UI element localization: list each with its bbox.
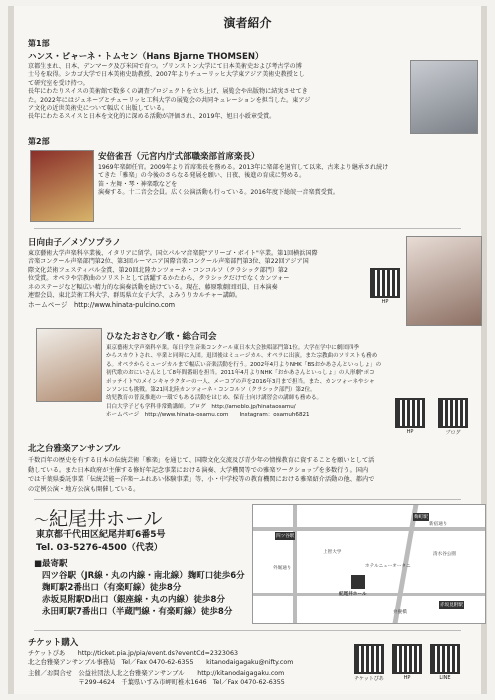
station-heading: ■最寄駅 <box>34 559 68 569</box>
performer1-name: 日向由子／メゾソプラノ <box>28 238 121 248</box>
line-qr-code[interactable] <box>430 644 460 674</box>
performer2-bio: 東京藝術大学声楽科卒業。毎日学生音楽コンクール東日本大会独唱部門第1位。大学在学中に劇団四季 からスカウトされ、卒業と同時に入団。退団後はミュージカル、オペラに出演。また宗教曲のソリストも務め る。オペラからミュージカルまで幅広い音楽活動を行う。2002年4月よりNHK「BSおかあさんといっしょ」の 初代歌のおにいさんとして8年間番組を担当。2011年4月よりNHK「おかあさんといっしょ」の人形劇"ポコ ポッテイト"のメインキャラクターの一人、メーコブの声を2016年3月まで担当。また、カンツォーネやシャ ンソンにも挑戦。第21回北陸カンツォーネ・コンコルソ（クラシック部門）第2位。 幼児教育の普及推進の一環でもある活動をはじめ、保育士向け講習会の講師も務める。 目白大学子ども学科非常勤講師。ブログ http://ameblo.jp/hinataosamu/ ホームページ http://www.hinata-osamu.com Instagram：osamuh6821 <box>106 345 382 419</box>
divider <box>34 228 461 229</box>
abe-photo <box>30 150 94 222</box>
ensemble-hp-qr-code[interactable] <box>392 644 422 674</box>
organizer-info: 主催／お問合せ 公益社団法人北之台雅楽アンサンブル http://kitanodaigagaku.com 〒299-4624 千葉県いすみ市岬町椎木1646 Tel／Fax 0470-62-6355 <box>28 670 285 686</box>
page-title: 演者紹介 <box>223 16 272 30</box>
part1-name: ハンス・ビャーネ・トムセン（Hans Bjarne THOMSEN） <box>28 52 264 62</box>
ticket-heading: チケット購入 <box>28 638 79 648</box>
access-map: 四ツ谷駅 紀尾井ホール 上智大学 ホテルニューオータニ 赤坂見附駅 麹町駅 新宿通り 外堀通り 弁慶橋 清水谷公園 <box>252 504 486 624</box>
ensemble-bio: 千数百年の歴史を有する日本の伝統芸術「雅楽」を通じて、国際文化交流及び青少年の情操教育に資することを願いとして活 動している。また日本政府が主催する修好年記念事業における演奏、大学機関等での雅楽ワークショップを多数行う。国内 では千葉県委託事業「伝統芸能〜洋楽〜ふれあい体験事業」等、小・中学校等の教育機関における雅楽紹介活動の他、都内で の定例公演・地方公演も開催している。 <box>28 457 375 493</box>
station-2: 麹町駅2番出口（有楽町線）徒歩8分 <box>42 583 182 593</box>
station-3: 赤坂見附駅D出口（銀座線・丸の内線）徒歩8分 <box>42 595 225 605</box>
venue-logo: 〜紀尾井ホール <box>34 508 163 530</box>
page-frame: 演者紹介 第1部 ハンス・ビャーネ・トムセン（Hans Bjarne THOMSEN） 京都生まれ、日本、デンマーク及び米国で育つ。プリンストン大学にて日本美術史および考古学の博 士号を取得。シカゴ大学で日本美術史助教授、2007年よりチューリッヒ大学東アジア美術史教授とし て研究室を受け持つ。 長年にわたりスイスの美術館で数多くの調査プロジェクトを立ち上げ、展覧会や出版物に結実させてき た。2022年にはジュネーブとチューリッヒ工科大学の展覧会の共同キュレーションを担当した。東アジ ア文化の近世美術史について幅広く出版している。 長年にわたるスイスと日本を文化的に深める活動が評価され、2019年、旭日小綬章受賞。 第2部 安倍雀吾（元宮内庁式部職楽部首席楽長） 1969年楽師任官。2009年より首席楽長を務める。2013年に楽部を退官して以来、古来より継承され続け てきた「雅楽」の今後のさらなる発展を願い、日夜、後進の育成に努める。 笛・左舞・琴・神楽歌などを 演奏する。十二音会会員。広く公演活動も行っている。2016年度下総皖一音楽賞受賞。 日向由子／メゾソプラノ 東京藝術大学声楽科卒業後、イタリアに留学。国立パルマ音楽院"アリーゴ・ボイト"卒業。第1回横浜国際 音楽コンクール声楽部門第2位、第3回ルーマニア国際音楽コンクール声楽部門第3位、第22回アジア国 際文化芸術フェスティバル金賞、第20回北陸カンツォーネ・コンコルソ（クラシック部門）第2 位受賞。オペラや宗教曲のソリストとして活躍するかたわら、クラシックだけでなくカンツォー ネのステージなど幅広い精力的な演奏活動を続けている。現在、藤原歌劇団団員、日本演奏 連盟会員、東北芸術工科大学、群馬県立女子大学、よみうりカルチャー講師。 ホームページ http://www.hinata-pulcino.com HP ひなたおさむ／歌・総合司会 東京藝術大学声楽科卒業。毎日学生音楽コンクール東日本大会独唱部門第1位。大学在学中に劇団四季 からスカウトされ、卒業と同時に入団。退団後はミュージカル、オペラに出演。また宗教曲のソリストも務め る。オペラからミュージカルまで幅広い音楽活動を行う。2002年4月よりNHK「BSおかあさんといっしょ」の 初代歌のおにいさんとして8年間番組を担当。2011年4月よりNHK「おかあさんといっしょ」の人形劇"ポコ ポッテイト"のメインキャラクターの一人、メーコブの声を2016年3月まで担当。また、カンツォーネやシャ ンソンにも挑戦。第21回北陸カンツォーネ・コンコルソ（クラシック部門）第2位。 幼児教育の普及推進の一環でもある活動をはじめ、保育士向け講習会の講師も務める。 目白大学子ども学科非常勤講師。ブログ http://ameblo.jp/hinataosamu/ ホームページ http://www.hinata-osamu.com Instagram：osamuh6821 HP ブログ 北之台雅楽アンサンブル 千数百年の歴史を有する日本の伝統芸術「雅楽」を通じて、国際文化交流及び青少年の情操教育に資することを願いとして活 動している。また日本政府が主催する修好年記念事業における演奏、大学機関等での雅楽ワークショップを多数行う。国内 では千葉県委託事業「伝統芸能〜洋楽〜ふれあい体験事業」等、小・中学校等の教育機関における雅楽紹介活動の他、都内で の定例公演・地方公演も開催している。 〜紀尾井ホール 東京都千代田区紀尾井町6番5号 Tel. 03-5276-4500（代表） ■最寄駅 四ツ谷駅（JR線・丸の内線・南北線）麹町口徒歩6分 麹町駅2番出口（有楽町線）徒歩8分 赤坂見附駅D出口（銀座線・丸の内線）徒歩8分 永田町駅7番出口（半蔵門線・有楽町線）徒歩8分 四ツ谷駅 紀尾井ホール 上智大学 ホテルニューオータニ 赤坂見附駅 麹町駅 新宿通り 外堀通り 弁慶橋 清水谷公園 チケット購入 チケットぴあ http://ticket.pia.jp/pia/event.ds?eventCd=2323063 北之台雅楽アンサンブル事務局 Tel／Fax 0470-62-6355 kitanodaigagaku@nifty.com 主催／お問合せ 公益社団法人北之台雅楽アンサンブル http://kitanodaigagaku.com 〒299-4624 千葉県いすみ市岬町椎木1646 Tel／Fax 0470-62-6355 チケットぴあ HP LINE <box>8 6 487 694</box>
station-1: 四ツ谷駅（JR線・丸の内線・南北線）麹町口徒歩6分 <box>42 571 245 581</box>
pia-qr-code[interactable] <box>354 644 384 674</box>
part2-label: 第2部 <box>28 137 50 146</box>
part1-label: 第1部 <box>28 39 50 48</box>
venue-address: 東京都千代田区紀尾井町6番5号 <box>36 530 166 540</box>
osamu-hp-qr-code[interactable] <box>395 398 425 428</box>
performer2-name: ひなたおさむ／歌・総合司会 <box>106 332 217 342</box>
venue-marker <box>351 575 365 589</box>
ensemble-name: 北之台雅楽アンサンブル <box>28 444 121 454</box>
performer1-homepage[interactable]: ホームページ http://www.hinata-pulcino.com <box>28 301 176 309</box>
hinata-yuko-photo <box>406 236 482 326</box>
performer1-bio: 東京藝術大学声楽科卒業後、イタリアに留学。国立パルマ音楽院"アリーゴ・ボイト"卒業。第1回横浜国際 音楽コンクール声楽部門第2位、第3回ルーマニア国際音楽コンクール声楽部門第3位、第22回アジア国 際文化芸術フェスティバル金賞、第20回北陸カンツォーネ・コンコルソ（クラシック部門）第2 位受賞。オペラや宗教曲のソリストとして活躍するかたわら、クラシックだけでなくカンツォー ネのステージなど幅広い精力的な演奏活動を続けている。現在、藤原歌劇団団員、日本演奏 連盟会員、東北芸術工科大学、群馬県立女子大学、よみうりカルチャー講師。 <box>28 250 318 300</box>
part2-name: 安倍雀吾（元宮内庁式部職楽部首席楽長） <box>98 152 260 162</box>
hinata-hp-qr-code[interactable] <box>370 268 400 298</box>
hinata-osamu-photo <box>36 328 102 402</box>
station-4: 永田町駅7番出口（半蔵門線・有楽町線）徒歩8分 <box>42 607 233 617</box>
ticket-lines: チケットぴあ http://ticket.pia.jp/pia/event.ds?eventCd=2323063 北之台雅楽アンサンブル事務局 Tel／Fax 0470-62-6355 kitanodaigagaku@nifty.com <box>28 650 294 666</box>
osamu-blog-qr-code[interactable] <box>438 398 468 428</box>
divider <box>34 630 461 631</box>
divider <box>34 499 461 500</box>
thomsen-photo <box>410 60 478 134</box>
venue-tel: Tel. 03-5276-4500（代表） <box>36 543 163 553</box>
qr-label: ブログ <box>445 430 461 436</box>
part1-bio: 京都生まれ、日本、デンマーク及び米国で育つ。プリンストン大学にて日本美術史および考古学の博 士号を取得。シカゴ大学で日本美術史助教授、2007年よりチューリッヒ大学東アジア美術史教授とし て研究室を受け持つ。 長年にわたりスイスの美術館で数多くの調査プロジェクトを立ち上げ、展覧会や出版物に結実させてき た。2022年にはジュネーブとチューリッヒ工科大学の展覧会の共同キュレーションを担当した。東アジ ア文化の近世美術史について幅広く出版している。 長年にわたるスイスと日本を文化的に深める活動が評価され、2019年、旭日小綬章受賞。 <box>28 63 311 121</box>
part2-bio: 1969年楽師任官。2009年より首席楽長を務める。2013年に楽部を退官して以来、古来より継承され続け てきた「雅楽」の今後のさらなる発展を願い、日夜、後進の育成に努める。 笛・左舞・琴・神楽歌などを 演奏する。十二音会会員。広く公演活動も行っている。2016年度下総皖一音楽賞受賞。 <box>98 164 389 197</box>
qr-label: HP <box>406 429 414 435</box>
qr-label: HP <box>381 299 389 305</box>
